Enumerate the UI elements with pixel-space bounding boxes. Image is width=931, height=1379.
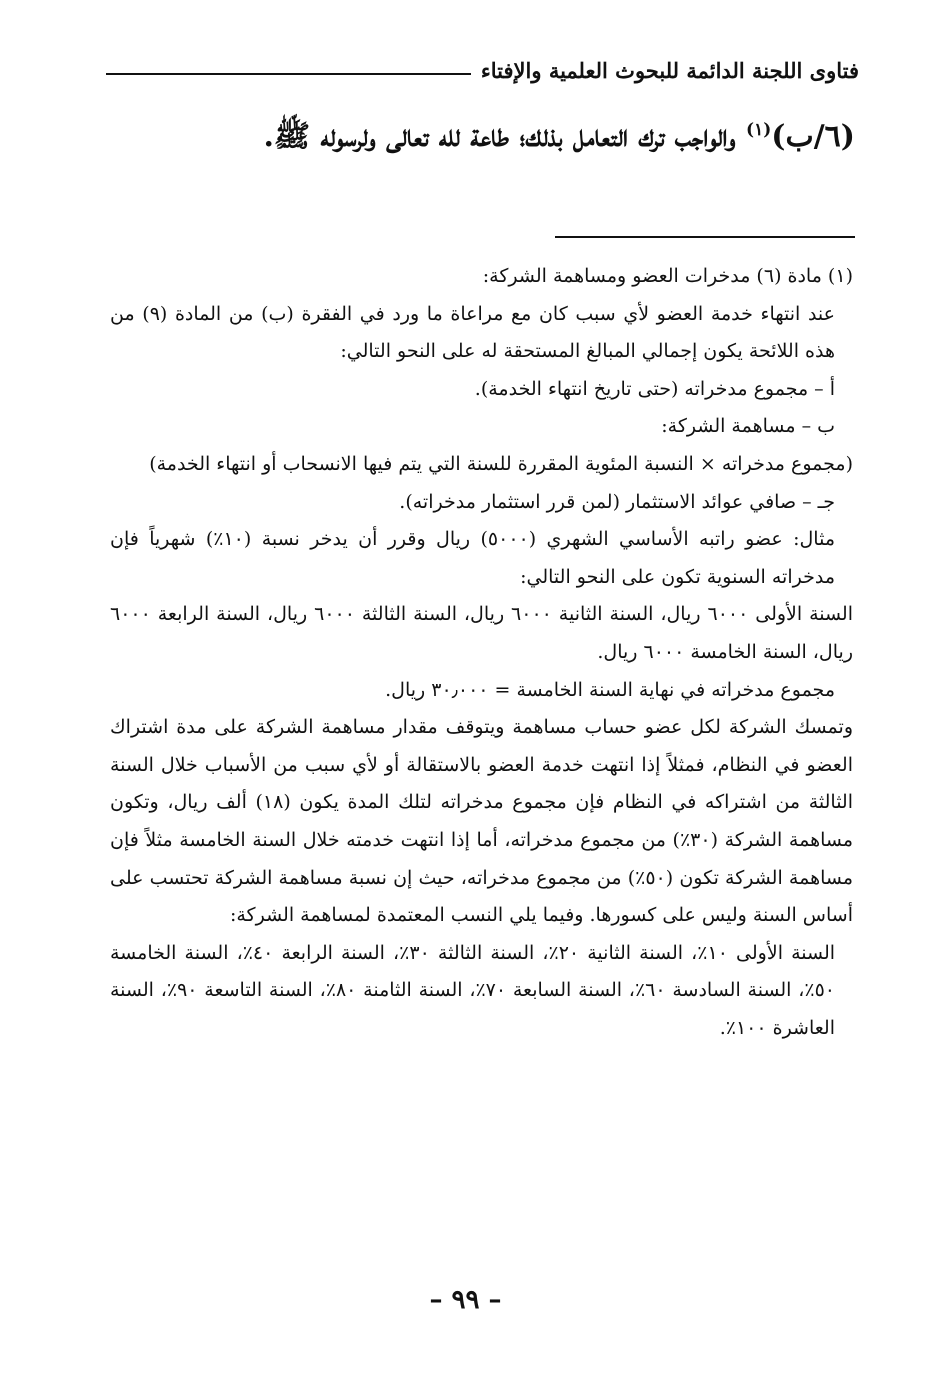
footnote-item-b: ب – مساهمة الشركة: xyxy=(661,415,835,438)
footnote-separator xyxy=(555,236,855,238)
paragraph-number: (٦/ب) xyxy=(771,119,855,154)
footnote-total: مجموع مدخراته في نهاية السنة الخامسة = ٣٠٫٠٠٠ ريال. xyxy=(385,678,835,701)
main-paragraph xyxy=(90,108,855,166)
footnote-example: مثال: عضو راتبه الأساسي الشهري (٥٠٠٠) ريال وقرر أن يدخر نسبة (١٠٪) شهرياً فإن مدخراته السنوية تكون على النحو التالي: xyxy=(110,528,835,588)
header-title: فتاوى اللجنة الدائمة للبحوث العلمية والإفتاء xyxy=(480,58,859,83)
footnote-formula: (مجموع مدخراته × النسبة المئوية المقررة للسنة التي يتم فيها الانسحاب أو انتهاء الخدمة) xyxy=(149,452,853,475)
running-header xyxy=(106,58,859,83)
footnote-paragraph: عند انتهاء خدمة العضو لأي سبب كان مع مراعاة ما ورد في الفقرة (ب) من المادة (٩) من هذه اللائحة يكون إجمالي المبالغ المستحقة له على النحو التالي: xyxy=(110,302,835,363)
footnote-item-c: جـ – صافي عوائد الاستثمار (لمن قرر استثمار مدخراته). xyxy=(399,490,835,513)
footnote-item-a: أ – مجموع مدخراته (حتى تاريخ انتهاء الخدمة). xyxy=(474,377,835,400)
footnote-heading: (١) مادة (٦) مدخرات العضو ومساهمة الشركة: xyxy=(482,265,853,287)
main-text: والواجب ترك التعامل بذلك؛ طاعة لله تعالى ولرسوله ﷺ. xyxy=(263,119,747,154)
footnote-rates: السنة الأولى ١٠٪، السنة الثانية ٢٠٪، السنة الثالثة ٣٠٪، السنة الرابعة ٤٠٪، السنة الخامسة ٥٠٪، السنة السادسة ٦٠٪، السنة السابعة ٧٠٪، السنة الثامنة ٨٠٪، السنة التاسعة ٩٠٪، السنة العاشرة ١٠٠٪. xyxy=(110,941,836,1039)
footnote-reference[interactable]: (١) xyxy=(746,120,772,140)
page-number: – ٩٩ – xyxy=(429,1285,502,1315)
footnotes-section xyxy=(110,258,853,1047)
footnote-years-savings: السنة الأولى ٦٠٠٠ ريال، السنة الثانية ٦٠٠٠ ريال، السنة الثالثة ٦٠٠٠ ريال، السنة الرابعة ٦٠٠٠ ريال، السنة الخامسة ٦٠٠٠ ريال. xyxy=(110,603,854,663)
header-rule xyxy=(106,73,471,75)
footnote-explanation: وتمسك الشركة لكل عضو حساب مساهمة ويتوقف مقدار مساهمة الشركة على مدة اشتراك العضو في النظام، فمثلاً إذا انتهت خدمة العضو بالاستقالة أو لأي سبب من الأسباب خلال السنة الثالثة من اشتراكه في النظام فإن مجموع مدخراته لتلك المدة يكون (١٨) ألف ريال، وتكون مساهمة الشركة (٣٠٪) من مجموع مدخراته، أما إذا انتهت خدمته خلال السنة الخامسة مثلاً فإن مساهمة الشركة تكون (٥٠٪) من مجموع مدخراته، حيث إن نسبة مساهمة الشركة تحتسب على أساس السنة وليس على كسورها. وفيما يلي النسب المعتمدة لمساهمة الشركة: xyxy=(110,716,854,927)
